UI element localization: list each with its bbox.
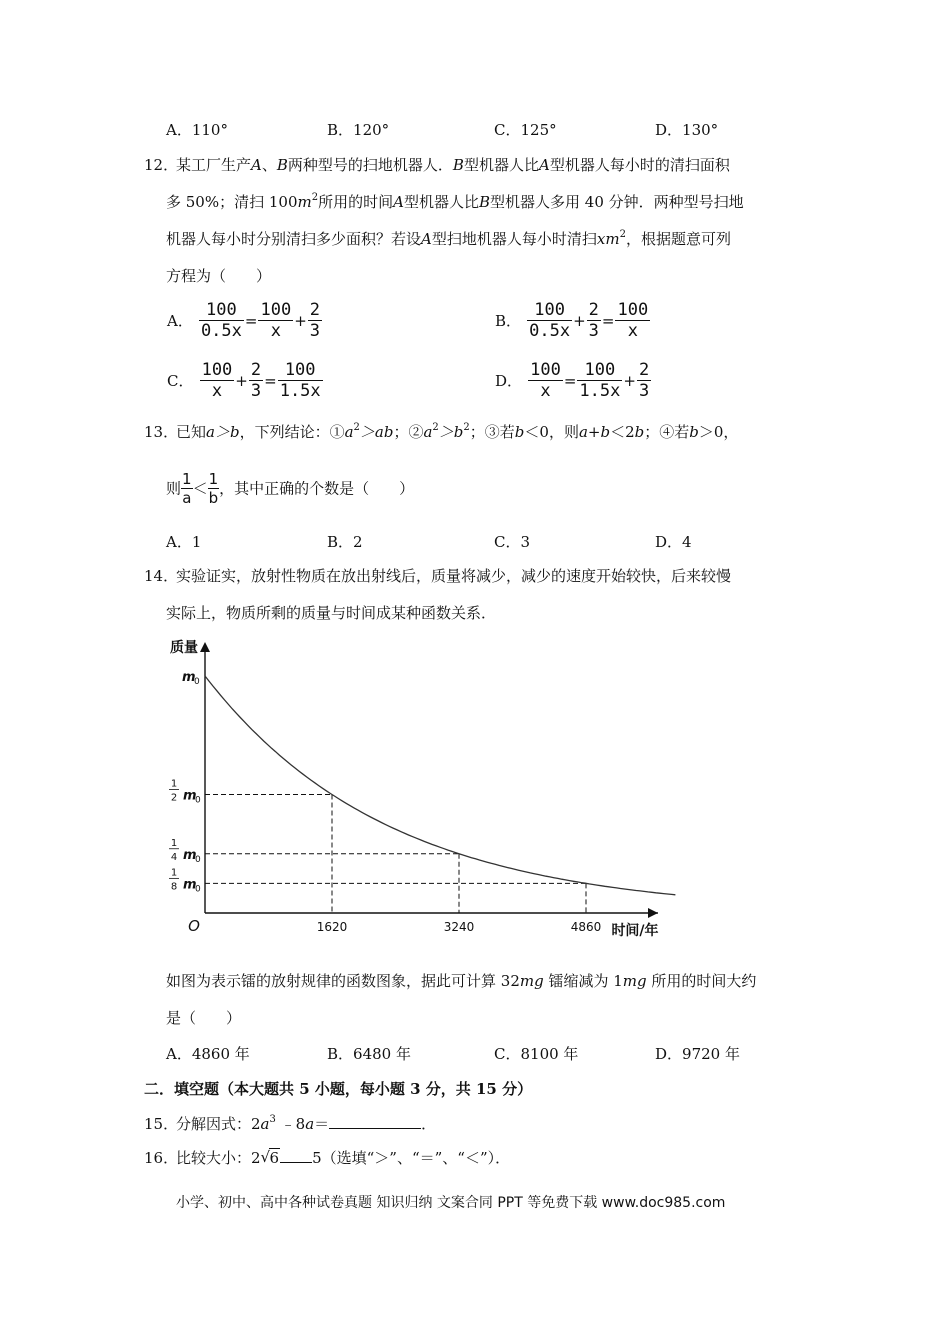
answer-blank	[329, 1114, 421, 1129]
q15-text: 分解因式：$2a^3$ ﹣8a＝ ．	[176, 1114, 437, 1133]
q14-line2: 实际上，物质所剩的质量与时间成某种函数关系．	[166, 604, 497, 622]
fraction: $\frac{2}{3}$	[638, 360, 650, 401]
answer-blank	[280, 1148, 312, 1163]
fraction: $\frac{2}{3}$	[250, 360, 262, 401]
q12-option-c: C． $\frac{100}{x}$ + $\frac{2}{3}$ = $\frac{100}{1.5x}$	[167, 360, 321, 401]
fraction: $\frac{100}{x}$	[617, 300, 649, 341]
q11-option-a: A．110°	[166, 121, 228, 139]
q11-option-d: D．130°	[655, 121, 719, 139]
fraction: $\frac{100}{0.5x}$	[529, 300, 571, 341]
origin-label: O	[188, 917, 200, 935]
q14-option-a: A．4860 年	[166, 1045, 250, 1063]
q14-number: 14．	[144, 567, 179, 585]
y-tick-subscript: 0	[195, 795, 201, 806]
y-tick-m-label: m	[183, 788, 197, 804]
fraction: $\frac{1}{b}$	[208, 470, 219, 507]
q12-option-a: A． $\frac{100}{0.5x}$ = $\frac{100}{x}$ + $\frac{2}{3}$	[167, 300, 321, 341]
fraction: $\frac{100}{0.5x}$	[200, 300, 242, 341]
y-tick-subscript: 0	[195, 854, 201, 865]
y-tick-subscript: 0	[194, 677, 200, 687]
x-axis-arrow	[648, 908, 658, 918]
fraction: $\frac{100}{x}$	[201, 360, 233, 401]
decay-chart	[160, 630, 680, 940]
y-axis-arrow	[200, 642, 210, 652]
y-tick-denominator: 8	[170, 881, 178, 893]
q13-line1: 已知a＞b，下列结论：$①a^2>ab$；$②a^2>b^2$；③若b＜0，则a+b＜2b；④若b＞0，	[176, 422, 739, 441]
q12-option-b: B． $\frac{100}{0.5x}$ + $\frac{2}{3}$ = $\frac{100}{x}$	[495, 300, 649, 341]
q11-option-b: B．120°	[327, 121, 390, 139]
x-tick-label: 4860	[570, 920, 602, 934]
x-tick-label: 1620	[316, 920, 348, 934]
y-tick-denominator: 4	[170, 851, 178, 863]
q14-option-b: B．6480 年	[327, 1045, 411, 1063]
q12-line4: 方程为（ ）	[166, 267, 272, 285]
q12-line1: 某工厂生产A、B两种型号的扫地机器人．B型机器人比A型机器人每小时的清扫面积	[176, 156, 730, 174]
fraction: $\frac{100}{1.5x}$	[579, 360, 621, 401]
fraction: $\frac{100}{x}$	[260, 300, 292, 341]
y-tick-m-label: m	[183, 877, 197, 893]
q12-line3: 机器人每小时分别清扫多少面积？若设A型扫地机器人每小时清扫$xm^2$，根据题意可列	[166, 229, 731, 248]
fraction: $\frac{100}{1.5x}$	[279, 360, 321, 401]
fraction: $\frac{2}{3}$	[588, 300, 599, 341]
y-tick-m-label: m	[183, 847, 197, 863]
q14-option-c: C．8100 年	[494, 1045, 579, 1063]
q14-line1: 实验证实，放射性物质在放出射线后，质量将减少，减少的速度开始较快，后来较慢	[176, 567, 732, 585]
decay-curve	[205, 676, 675, 895]
section-title: 二．填空题（本大题共 5 小题，每小题 3 分，共 15 分）	[144, 1080, 533, 1098]
y-tick-numerator: 1	[170, 837, 178, 849]
footer-text: 小学、初中、高中各种试卷真题 知识归纳 文案合同 PPT 等免费下载 www.doc985.com	[176, 1195, 726, 1211]
y-tick-denominator: 2	[170, 792, 178, 804]
y-tick-numerator: 1	[170, 778, 178, 790]
q14-after-line1: 如图为表示镭的放射规律的函数图象，据此可计算 32mg 镭缩减为 1mg 所用的时间大约	[166, 972, 757, 990]
q13-option-b: B．2	[327, 533, 363, 551]
y-tick-numerator: 1	[170, 867, 178, 879]
q14-option-d: D．9720 年	[655, 1045, 740, 1063]
q13-number: 13．	[144, 423, 179, 441]
q16-number: 16．	[144, 1149, 179, 1167]
q12-number: 12．	[144, 156, 179, 174]
fraction: $\frac{1}{a}$	[182, 470, 192, 507]
q13-option-d: D．4	[655, 533, 692, 551]
q16-text: 比较大小：2 √ 6 5（选填“＞”、“＝”、“＜”）．	[176, 1148, 511, 1167]
y-axis-label: 质量	[170, 640, 198, 656]
x-tick-label: 3240	[443, 920, 475, 934]
q14-after-line2: 是（ ）	[166, 1009, 242, 1027]
sqrt-symbol: √ 6	[260, 1148, 280, 1167]
q13-option-c: C．3	[494, 533, 531, 551]
fraction: $\frac{100}{x}$	[530, 360, 561, 401]
fraction: $\frac{2}{3}$	[309, 300, 321, 341]
q13-line2: 则 $\frac{1}{a}$ ＜ $\frac{1}{b}$ ，其中正确的个数是（ ）	[166, 470, 415, 507]
y-tick-subscript: 0	[195, 884, 201, 895]
y-tick-m-label: m	[182, 670, 196, 685]
q13-option-a: A．1	[166, 533, 202, 551]
q12-option-d: D． $\frac{100}{x}$ = $\frac{100}{1.5x}$ + $\frac{2}{3}$	[495, 360, 650, 401]
q11-option-c: C．125°	[494, 121, 557, 139]
x-axis-label: 时间/年	[611, 923, 659, 939]
q12-line2: 多 50%；清扫 $100m^2$所用的时间A型机器人比B型机器人多用 40 分钟．两种型号扫地	[166, 192, 744, 211]
q15-number: 15．	[144, 1115, 179, 1133]
